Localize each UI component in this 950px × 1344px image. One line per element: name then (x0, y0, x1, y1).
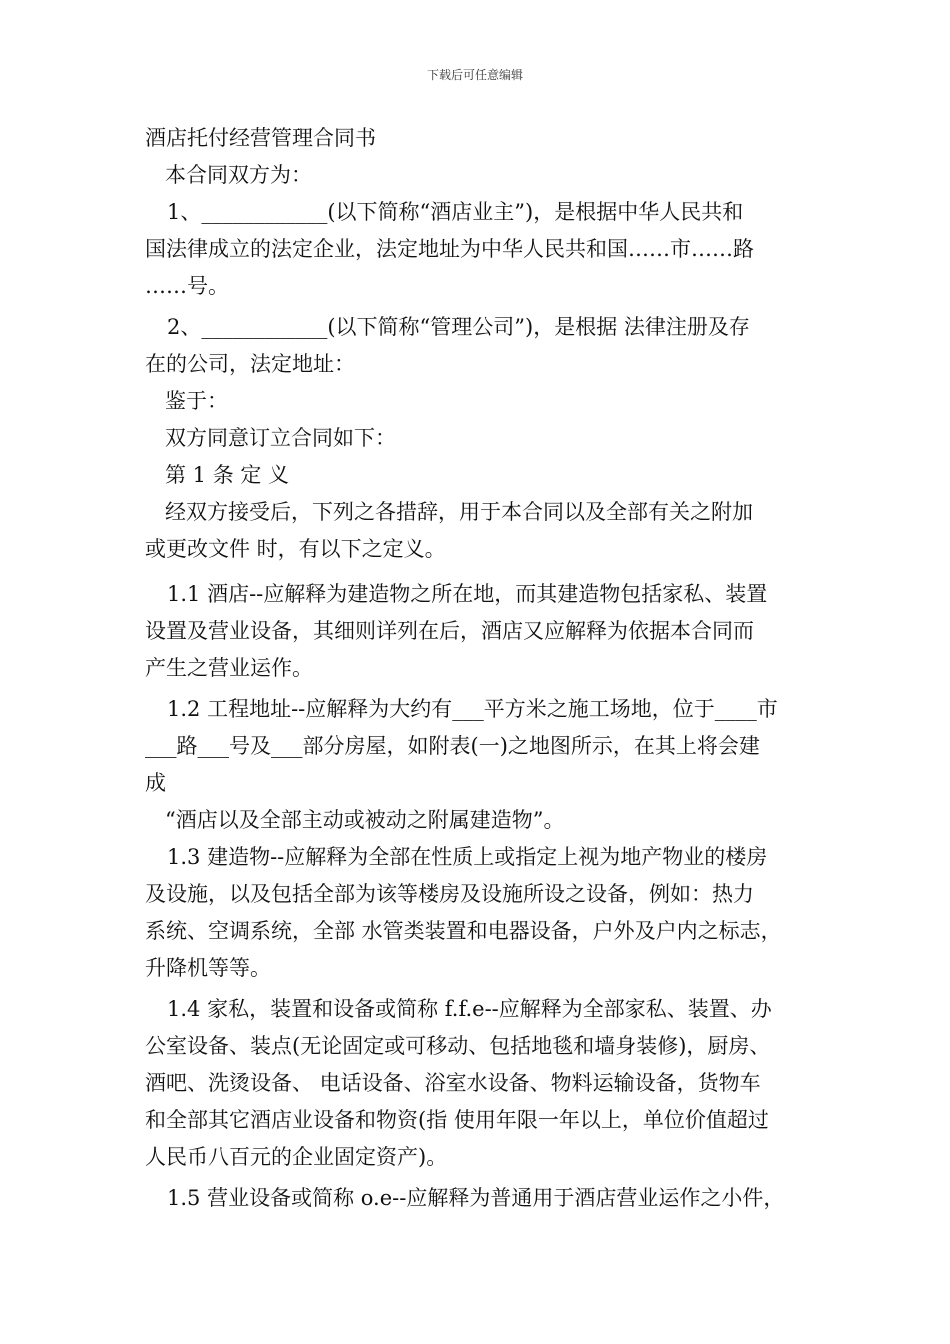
page-header: 下载后可任意编辑 (426, 68, 523, 82)
paragraph-line: 公室设备、装点(无论固定或可移动、包括地毯和墙身装修)，厨房、 (145, 1034, 771, 1058)
document-title: 酒店托付经营管理合同书 (145, 126, 376, 150)
paragraph-line: ___路___号及___部分房屋，如附表(一)之地图所示，在其上将会建 (145, 734, 760, 758)
paragraph-line: ……号。 (145, 274, 229, 298)
paragraph-line: 人民币八百元的企业固定资产)。 (145, 1145, 448, 1169)
paragraph-line: 或更改文件 时，有以下之定义。 (145, 537, 446, 561)
paragraph-line: “酒店以及全部主动或被动之附属建造物”。 (165, 808, 565, 832)
paragraph-line: 1.5 营业设备或简称 o.e--应解释为普通用于酒店营业运作之小件， (167, 1186, 785, 1210)
paragraph-line: 系统、空调系统，全部 水管类装置和电器设备，户外及户内之标志， (145, 919, 782, 943)
paragraph-line: 鉴于： (165, 389, 228, 413)
paragraph-line: 经双方接受后，下列之各措辞，用于本合同以及全部有关之附加 (165, 500, 753, 524)
section-heading: 第 1 条 定 义 (165, 463, 290, 487)
paragraph-line: 1.4 家私，装置和设备或简称 f.f.e--应解释为全部家私、装置、办 (167, 997, 772, 1021)
paragraph-line: 产生之营业运作。 (145, 656, 313, 680)
paragraph-line: 1.3 建造物--应解释为全部在性质上或指定上视为地产物业的楼房 (167, 845, 768, 869)
paragraph-line: 在的公司，法定地址： (145, 352, 355, 376)
paragraph-line: 和全部其它酒店业设备和物资(指 使用年限一年以上，单位价值超过 (145, 1108, 769, 1132)
paragraph-line: 1.2 工程地址--应解释为大约有___平方米之施工场地，位于____市 (167, 697, 778, 721)
paragraph-line: 本合同双方为： (165, 163, 312, 187)
paragraph-line: 设置及营业设备，其细则详列在后，酒店又应解释为依据本合同而 (145, 619, 754, 643)
paragraph-line: 酒吧、洗烫设备、 电话设备、浴室水设备、物料运输设备，货物车 (145, 1071, 761, 1095)
paragraph-line: 2、____________(以下简称“管理公司”)，是根据 法律注册及存 (167, 315, 750, 339)
paragraph-line: 1.1 酒店--应解释为建造物之所在地，而其建造物包括家私、装置 (167, 582, 768, 606)
document-body (145, 120, 810, 1217)
paragraph-line: 双方同意订立合同如下： (165, 426, 396, 450)
paragraph-line: 国法律成立的法定企业，法定地址为中华人民共和国……市……路 (145, 237, 754, 261)
paragraph-line: 及设施，以及包括全部为该等楼房及设施所设之设备，例如：热力 (145, 882, 754, 906)
paragraph-line: 成 (145, 771, 166, 795)
paragraph-line: 1、____________(以下简称“酒店业主”)，是根据中华人民共和 (167, 200, 744, 224)
paragraph-line: 升降机等等。 (145, 956, 271, 980)
